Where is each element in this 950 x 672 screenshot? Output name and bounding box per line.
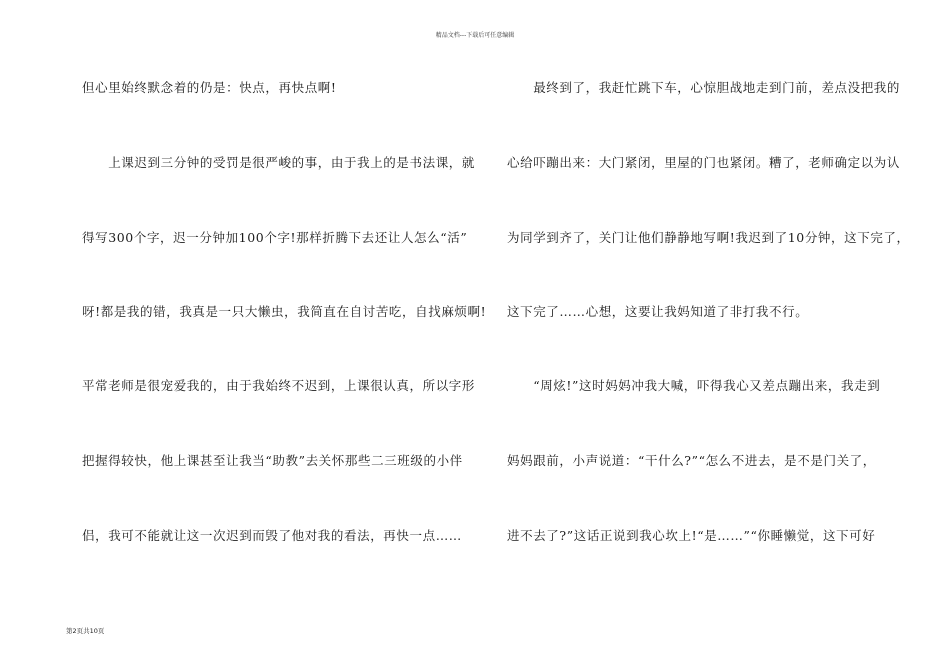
text-line: 心给吓蹦出来：大门紧闭，里屋的门也紧闭。糟了，老师确定以为认 xyxy=(507,155,901,170)
page-header: 精品文档---下载后可任意编辑 xyxy=(435,32,515,39)
text-line: 但心里始终默念着的仍是：快点，再快点啊! xyxy=(82,80,337,95)
text-line: “周炫!”这时妈妈冲我大喊，吓得我心又差点蹦出来，我走到 xyxy=(507,378,881,393)
text-line: 得写300个字，迟一分钟加100个字!那样折腾下去还让人怎么“活” xyxy=(82,230,468,245)
text-line: 把握得较快，他上课甚至让我当“助教”去关怀那些二三班级的小伴 xyxy=(82,453,463,468)
text-line: 这下完了……心想，这要让我妈知道了非打我不行。 xyxy=(507,304,809,319)
text-line: 为同学到齐了，关门让他们静静地写啊!我迟到了10分钟，这下完了， xyxy=(507,230,910,245)
page-number-footer: 第2页共10页 xyxy=(66,627,105,635)
text-line: 平常老师是很宠爱我的，由于我始终不迟到，上课很认真，所以字形 xyxy=(82,378,476,393)
text-line: 最终到了，我赶忙跳下车，心惊胆战地走到门前，差点没把我的 xyxy=(507,80,901,95)
text-line: 进不去了?”这话正说到我心坎上!“是……”“你睡懒觉，这下可好 xyxy=(507,528,876,543)
text-line: 呀!都是我的错，我真是一只大懒虫，我简直在自讨苦吃，自找麻烦啊! xyxy=(82,304,487,319)
text-line: 上课迟到三分钟的受罚是很严峻的事，由于我上的是书法课，就 xyxy=(82,155,476,170)
text-line: 侣，我可不能就让这一次迟到而毁了他对我的看法，再快一点…… xyxy=(82,528,462,543)
text-line: 妈妈跟前，小声说道：“干什么?”“怎么不进去，是不是门关了， xyxy=(507,453,876,468)
